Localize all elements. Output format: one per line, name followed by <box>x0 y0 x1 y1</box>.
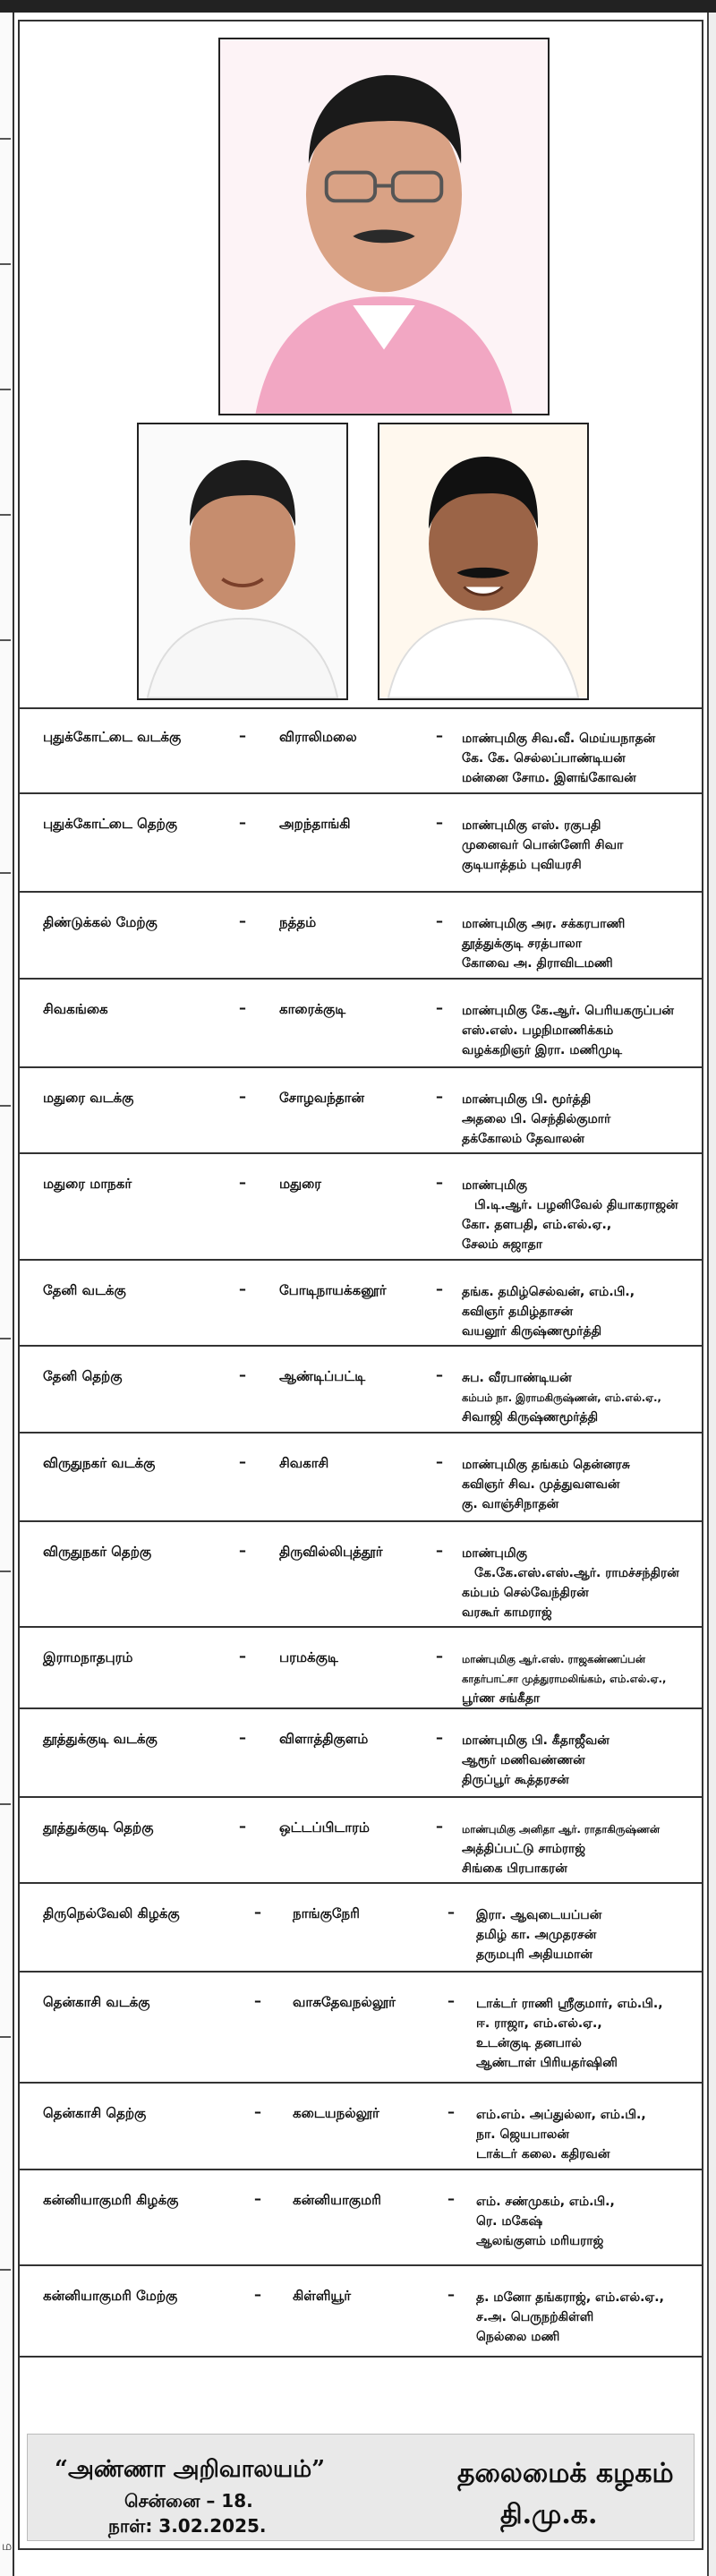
signature-footer <box>27 2434 695 2541</box>
member-name: ச.அ. பெருநற்கிள்ளி <box>476 2310 594 2324</box>
district-name: தூத்துக்குடி தெற்கு <box>43 1819 154 1836</box>
district-name: திருநெல்வேலி கிழக்கு <box>43 1905 180 1921</box>
member-name: சுப. வீரபாண்டியன் <box>462 1371 572 1385</box>
constituency-name: மதுரை <box>279 1176 322 1192</box>
district-name: தென்காசி தெற்கு <box>43 2105 147 2121</box>
gutter-tick <box>0 1803 11 1805</box>
table-row <box>20 1154 702 1261</box>
district-name: திண்டுக்கல் மேற்கு <box>43 914 158 930</box>
member-name: ஆலங்குளம் மரியராஜ் <box>476 2234 604 2248</box>
table-row <box>20 1433 702 1522</box>
separator-dash: – <box>239 1647 246 1665</box>
separator-dash: – <box>239 1729 246 1746</box>
district-name: தேனி வடக்கு <box>43 1282 126 1298</box>
separator-dash: – <box>448 2103 455 2120</box>
member-name: தங்க. தமிழ்செல்வன், எம்.பி., <box>462 1285 635 1299</box>
member-name: நா. ஜெயபாலன் <box>476 2127 569 2142</box>
member-list <box>476 1905 601 1964</box>
table-row <box>20 1628 702 1709</box>
table-row <box>20 1522 702 1628</box>
table-row <box>20 2084 702 2170</box>
member-name: ஆண்டாள் பிரியதர்ஷினி <box>476 2056 618 2070</box>
constituency-name: வாசுதேவநல்லூர் <box>293 1994 396 2010</box>
constituency-name: ஆண்டிப்பட்டி <box>279 1368 366 1384</box>
separator-dash: – <box>436 1729 443 1746</box>
member-name: குடியாத்தம் புவியரசி <box>462 858 582 872</box>
member-name: ஆரூர் மணிவண்ணன் <box>462 1753 585 1767</box>
portrait-figure-icon <box>220 39 548 414</box>
member-name: சிங்கை பிரபாகரன் <box>462 1861 567 1876</box>
member-name: கு. வாஞ்சிநாதன் <box>462 1497 559 1511</box>
member-name: மாண்புமிகு அனிதா ஆர். ராதாகிருஷ்ணன் <box>462 1823 661 1836</box>
member-list <box>462 1649 666 1708</box>
table-row <box>20 1347 702 1433</box>
member-name: சேலம் சுஜாதா <box>462 1237 543 1252</box>
member-name: பி.டி.ஆர். பழனிவேல் தியாகராஜன் <box>474 1198 678 1212</box>
district-name: கன்னியாகுமரி கிழக்கு <box>43 2192 179 2208</box>
separator-dash: – <box>436 1453 443 1470</box>
member-list <box>462 1090 610 1149</box>
district-name: மதுரை வடக்கு <box>43 1090 134 1106</box>
member-name: கே. கே. செல்லப்பாண்டியன் <box>462 751 626 766</box>
gutter-tick <box>0 138 11 140</box>
district-name: கன்னியாகுமரி மேற்கு <box>43 2288 178 2304</box>
member-name: உடன்குடி தனபால் <box>476 2036 582 2050</box>
gutter-tick <box>0 263 11 265</box>
member-list <box>462 1455 630 1514</box>
member-name: மன்னை சோம. இளங்கோவன் <box>462 771 636 785</box>
table-row <box>20 980 702 1068</box>
gutter-mark: ம <box>2 2539 13 2554</box>
member-list <box>462 1544 679 1622</box>
separator-dash: – <box>254 2103 261 2120</box>
member-name: மாண்புமிகு எஸ். ரகுபதி <box>462 818 601 833</box>
district-name: தூத்துக்குடி வடக்கு <box>43 1731 158 1747</box>
member-list <box>476 1994 663 2073</box>
member-name: கோவை அ. திராவிடமணி <box>462 956 613 971</box>
headquarters-label: தலைமைக் கழகம் <box>457 2458 674 2489</box>
member-name: மாண்புமிகு ஆர்.எஸ். ராஜகண்ணப்பன் <box>462 1653 645 1665</box>
separator-dash: – <box>436 999 443 1016</box>
member-name: தமிழ் கா. அமுதரசன் <box>476 1928 597 1942</box>
table-row <box>20 794 702 893</box>
separator-dash: – <box>436 1542 443 1559</box>
member-name: எம்.எம். அப்துல்லா, எம்.பி., <box>476 2108 646 2122</box>
member-name: நெல்லை மணி <box>476 2330 560 2344</box>
constituency-name: போடிநாயக்கனூர் <box>279 1282 387 1298</box>
table-row <box>20 1884 702 1973</box>
separator-dash: – <box>436 912 443 929</box>
separator-dash: – <box>254 2190 261 2207</box>
member-name: மாண்புமிகு கே.ஆர். பெரியகருப்பன் <box>462 1004 674 1018</box>
member-list <box>462 1819 660 1879</box>
member-name: கோ. தளபதி, எம்.எல்.ஏ., <box>462 1218 612 1232</box>
member-list <box>462 729 655 788</box>
member-name: டாக்டர் கலை. கதிரவன் <box>476 2147 610 2161</box>
announcement-frame <box>18 20 703 2550</box>
member-name: அத்திப்பட்டு சாம்ராஜ் <box>462 1842 586 1856</box>
portrait-figure-icon <box>139 424 346 698</box>
district-name: தென்காசி வடக்கு <box>43 1994 150 2010</box>
member-name: முனைவர் பொன்னேரி சிவா <box>462 838 624 852</box>
member-name: கே.கே.எஸ்.எஸ்.ஆர். ராமச்சந்திரன் <box>474 1566 679 1580</box>
separator-dash: – <box>239 1542 246 1559</box>
member-list <box>462 1731 609 1790</box>
gutter-tick <box>0 514 11 516</box>
main-portrait-photo <box>218 38 550 415</box>
constituency-name: காரைக்குடி <box>279 1001 346 1017</box>
gutter-tick <box>0 2269 11 2271</box>
table-row <box>20 707 702 794</box>
announcement-date: நாள்: 3.02.2025. <box>108 2515 267 2537</box>
table-row <box>20 2266 702 2358</box>
member-name: காதர்பாட்சா முத்துராமலிங்கம், எம்.எல்.ஏ., <box>462 1673 667 1685</box>
member-name: மாண்புமிகு சிவ.வீ. மெய்யநாதன் <box>462 732 656 746</box>
separator-dash: – <box>239 1453 246 1470</box>
constituency-name: விராலிமலை <box>279 729 357 745</box>
member-name: கம்பம் செல்வேந்திரன் <box>462 1586 589 1600</box>
separator-dash: – <box>239 814 246 831</box>
member-name: தருமபுரி அதியமான் <box>476 1947 592 1962</box>
member-name: இரா. ஆவுடையப்பன் <box>476 1908 602 1922</box>
separator-dash: – <box>436 1280 443 1297</box>
separator-dash: – <box>436 1088 443 1105</box>
constituency-name: சோழவந்தான் <box>279 1090 364 1106</box>
constituency-name: கடையநல்லூர் <box>293 2105 379 2121</box>
table-row <box>20 893 702 980</box>
table-row <box>20 1973 702 2084</box>
gutter-tick <box>0 1338 11 1339</box>
separator-dash: – <box>436 1818 443 1835</box>
member-name: மாண்புமிகு தங்கம் தென்னரசு <box>462 1458 630 1472</box>
member-name: ஈ. ராஜா, எம்.எல்.ஏ., <box>476 2016 602 2031</box>
district-name: மதுரை மாநகர் <box>43 1176 132 1192</box>
member-list <box>462 1368 661 1427</box>
gutter-tick <box>0 2036 11 2038</box>
gutter-tick <box>0 389 11 390</box>
member-name: டாக்டர் ராணி ஸ்ரீகுமார், எம்.பி., <box>476 1997 663 2011</box>
separator-dash: – <box>436 814 443 831</box>
member-name: எம். சண்முகம், எம்.பி., <box>476 2195 615 2209</box>
member-name: த. மனோ தங்கராஜ், எம்.எல்.ஏ., <box>476 2290 664 2305</box>
member-list <box>462 816 623 875</box>
separator-dash: – <box>239 912 246 929</box>
table-row <box>20 1709 702 1798</box>
separator-dash: – <box>448 2190 455 2207</box>
separator-dash: – <box>239 727 246 744</box>
table-row <box>20 1068 702 1154</box>
separator-dash: – <box>448 2286 455 2303</box>
member-list <box>462 914 625 973</box>
separator-dash: – <box>436 1647 443 1665</box>
constituency-name: அறந்தாங்கி <box>279 816 351 832</box>
member-name: தக்கோலம் தேவாலன் <box>462 1132 585 1146</box>
office-name: “அண்ணா அறிவாலயம்” <box>55 2456 326 2483</box>
separator-dash: – <box>239 1818 246 1835</box>
member-name: மாண்புமிகு <box>462 1178 527 1193</box>
separator-dash: – <box>239 999 246 1016</box>
district-name: விருதுநகர் தெற்கு <box>43 1544 152 1560</box>
separator-dash: – <box>448 1992 455 2009</box>
constituency-name: சிவகாசி <box>279 1455 329 1471</box>
gutter-tick <box>0 872 11 874</box>
office-city: சென்னை – 18. <box>124 2490 253 2512</box>
member-list <box>462 1282 635 1341</box>
member-name: கம்பம் நா. இராமகிருஷ்ணன், எம்.எல்.ஏ., <box>462 1391 661 1404</box>
constituency-name: பரமக்குடி <box>279 1649 338 1665</box>
separator-dash: – <box>254 1992 261 2009</box>
member-name: சிவாஜி கிருஷ்ணமூர்த்தி <box>462 1410 599 1425</box>
party-name: தி.மு.க. <box>500 2499 598 2530</box>
right-portrait-photo <box>378 423 589 700</box>
member-list <box>476 2288 664 2347</box>
district-name: இராமநாதபுரம் <box>43 1649 133 1665</box>
district-name: புதுக்கோட்டை தெற்கு <box>43 816 178 832</box>
photo-area <box>20 21 702 709</box>
separator-dash: – <box>254 1904 261 1921</box>
separator-dash: – <box>239 1174 246 1191</box>
district-name: விருதுநகர் வடக்கு <box>43 1455 156 1471</box>
left-gutter <box>0 13 14 2576</box>
constituency-name: கன்னியாகுமரி <box>293 2192 381 2208</box>
constituency-name: திருவில்லிபுத்தூர் <box>279 1544 383 1560</box>
separator-dash: – <box>239 1088 246 1105</box>
separator-dash: – <box>436 1366 443 1383</box>
table-row <box>20 1798 702 1884</box>
constituency-table <box>20 707 702 2358</box>
separator-dash: – <box>239 1366 246 1383</box>
right-rule <box>707 13 716 2576</box>
constituency-name: கிள்ளியூர் <box>293 2288 352 2304</box>
constituency-name: நத்தம் <box>279 914 317 930</box>
top-rule <box>0 0 716 13</box>
member-name: வரகூர் காமராஜ் <box>462 1605 552 1620</box>
member-list <box>462 1001 674 1060</box>
member-list <box>476 2192 615 2251</box>
member-name: மாண்புமிகு அர. சக்கரபாணி <box>462 917 626 931</box>
separator-dash: – <box>448 1904 455 1921</box>
gutter-tick <box>0 1570 11 1572</box>
district-name: புதுக்கோட்டை வடக்கு <box>43 729 182 745</box>
separator-dash: – <box>239 1280 246 1297</box>
member-name: வழக்கறிஞர் இரா. மணிமுடி <box>462 1043 622 1057</box>
member-name: வயலூர் கிருஷ்ணமூர்த்தி <box>462 1324 602 1339</box>
constituency-name: நாங்குநேரி <box>293 1905 360 1921</box>
portrait-figure-icon <box>379 424 587 698</box>
member-name: மாண்புமிகு பி. மூர்த்தி <box>462 1092 592 1107</box>
district-name: தேனி தெற்கு <box>43 1368 123 1384</box>
constituency-name: ஒட்டப்பிடாரம் <box>279 1819 370 1836</box>
member-name: கவிஞர் தமிழ்தாசன் <box>462 1305 574 1319</box>
member-list <box>462 1176 678 1254</box>
district-name: சிவகங்கை <box>43 1001 108 1017</box>
member-name: மாண்புமிகு பி. கீதாஜீவன் <box>462 1733 609 1748</box>
member-name: தூத்துக்குடி சரத்பாலா <box>462 937 583 951</box>
separator-dash: – <box>254 2286 261 2303</box>
constituency-name: விளாத்திகுளம் <box>279 1731 369 1747</box>
member-name: மாண்புமிகு <box>462 1546 527 1561</box>
member-name: கவிஞர் சிவ. முத்துவளவன் <box>462 1477 620 1492</box>
table-row <box>20 2170 702 2266</box>
member-name: பூர்ண சங்கீதா <box>462 1691 541 1706</box>
table-row <box>20 1261 702 1347</box>
member-list <box>476 2105 646 2164</box>
member-name: ரெ. மகேஷ் <box>476 2214 543 2229</box>
member-name: எஸ்.எஸ். பழநிமாணிக்கம் <box>462 1023 614 1038</box>
gutter-tick <box>0 639 11 641</box>
separator-dash: – <box>436 1174 443 1191</box>
member-name: திருப்பூர் கூத்தரசன் <box>462 1773 569 1787</box>
left-portrait-photo <box>137 423 348 700</box>
member-name: அதலை பி. செந்தில்குமார் <box>462 1112 611 1126</box>
gutter-tick <box>0 1105 11 1107</box>
separator-dash: – <box>436 727 443 744</box>
